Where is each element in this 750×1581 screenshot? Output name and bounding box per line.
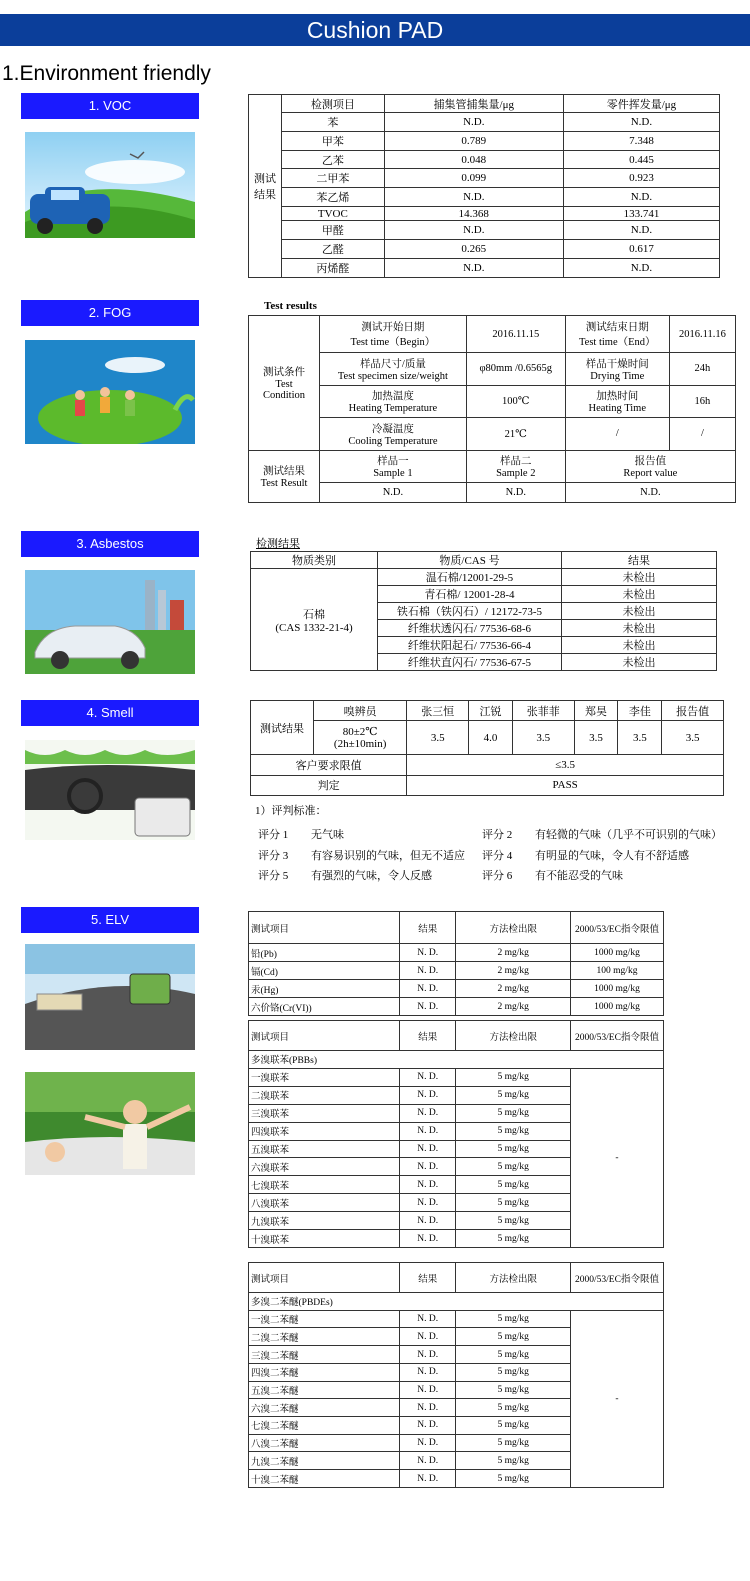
elv-cell: 5 mg/kg [456, 1452, 571, 1470]
section-title: 1.Environment friendly [2, 62, 211, 85]
asbestos-cell: 未检出 [562, 620, 717, 637]
voc-header: 捕集管捕集量/μg [384, 95, 563, 113]
elv-pbb-limit: - [571, 1068, 664, 1247]
fog-cool-cn: 冷凝温度 [371, 423, 414, 435]
elv-cell: 一溴二苯醚 [249, 1310, 400, 1328]
elv-cell: 铅(Pb) [249, 944, 400, 962]
voc-cell: 乙苯 [282, 150, 385, 169]
elv-cell: N. D. [400, 1328, 456, 1346]
elv-cell: 5 mg/kg [456, 1158, 571, 1176]
elv-cell: N. D. [400, 1470, 456, 1488]
smell-judge-label: 判定 [251, 775, 407, 796]
fog-s1-cn: 样品一 [377, 456, 409, 468]
fog-rv-cn: 报告值 [634, 456, 667, 468]
asbestos-cell: 未检出 [562, 586, 717, 603]
elv-cell: N. D. [400, 1212, 456, 1230]
elv-cell: 六价铬(Cr(VI)) [249, 998, 400, 1016]
criteria-score: 评分 3 [258, 850, 289, 862]
elv-header: 2000/53/EC指令限值 [571, 1021, 664, 1051]
smell-criteria-title: 1）评判标准： [255, 805, 327, 817]
elv-cell: 5 mg/kg [456, 1104, 571, 1122]
elv-cell: 2 mg/kg [456, 962, 571, 980]
elv-cell: 5 mg/kg [456, 1363, 571, 1381]
label-smell: 4. Smell [21, 700, 199, 726]
voc-cell: 0.923 [563, 169, 719, 188]
criteria-score: 评分 1 [258, 829, 289, 841]
elv-cell: N. D. [400, 1399, 456, 1417]
fog-s1-en: Sample 1 [373, 468, 413, 480]
elv-cell: 四溴二苯醚 [249, 1363, 400, 1381]
elv-cell: 四溴联苯 [249, 1122, 400, 1140]
fog-begin-en: Test time（Begin） [350, 337, 436, 349]
asbestos-category [251, 569, 378, 671]
elv-cell: 5 mg/kg [456, 1346, 571, 1364]
voc-table [248, 94, 720, 278]
voc-cell: 0.099 [384, 169, 563, 188]
elv-cell: N. D. [400, 1434, 456, 1452]
elv-pbde-group: 多溴二苯醚(PBDEs) [249, 1293, 664, 1311]
elv-cell: N. D. [400, 1230, 456, 1248]
smell-header: 嗅辨员 [314, 701, 407, 721]
voc-cell: N.D. [384, 221, 563, 240]
fog-slash: / [669, 418, 735, 450]
fog-condition-label [249, 316, 320, 451]
asbestos-cell: 未检出 [562, 569, 717, 586]
elv-cell: N. D. [400, 1381, 456, 1399]
fog-slash: / [565, 418, 669, 450]
fog-cond-cn: 测试条件 [263, 367, 305, 379]
smell-header: 江锐 [469, 701, 513, 721]
voc-cell: 苯乙烯 [282, 188, 385, 207]
elv-cell: N. D. [400, 1452, 456, 1470]
fog-end-label [565, 316, 669, 353]
elv-cell: 九溴二苯醚 [249, 1452, 400, 1470]
fog-people-image [25, 340, 195, 444]
fog-sample1-label [320, 450, 467, 482]
fog-cond-en2: Condition [262, 390, 305, 402]
label-fog: 2. FOG [21, 300, 199, 326]
elv-cell: 5 mg/kg [456, 1434, 571, 1452]
elv-cell: 1000 mg/kg [571, 944, 664, 962]
elv-cell: 一溴联苯 [249, 1068, 400, 1086]
smell-score: 3.5 [512, 721, 574, 755]
smell-score: 4.0 [469, 721, 513, 755]
voc-cell: N.D. [563, 113, 719, 132]
voc-cell: 乙醛 [282, 240, 385, 259]
fog-heat-en: Heating Temperature [348, 403, 438, 415]
voc-cell: N.D. [563, 221, 719, 240]
label-asbestos: 3. Asbestos [21, 531, 199, 557]
asbestos-table [250, 551, 717, 671]
voc-cell: N.D. [384, 113, 563, 132]
elv-man-image [25, 1072, 195, 1175]
elv-cell: N. D. [400, 1158, 456, 1176]
smell-judge-value: PASS [407, 775, 724, 796]
fog-begin-label [320, 316, 467, 353]
elv-cell: N. D. [400, 1417, 456, 1435]
smell-interior-image [25, 740, 195, 840]
elv-metals-table [248, 911, 664, 1016]
elv-cell: N. D. [400, 944, 456, 962]
fog-result-cn: 测试结果 [263, 466, 305, 478]
elv-header: 测试项目 [249, 1263, 400, 1293]
elv-cell: 七溴联苯 [249, 1176, 400, 1194]
label-voc: 1. VOC [21, 93, 199, 119]
fog-report-label [565, 450, 735, 482]
elv-cell: 5 mg/kg [456, 1068, 571, 1086]
elv-cell: 1000 mg/kg [571, 998, 664, 1016]
elv-cell: 七溴二苯醚 [249, 1417, 400, 1435]
smell-score: 3.5 [618, 721, 662, 755]
voc-cell: N.D. [563, 188, 719, 207]
fog-s2-en: Sample 2 [496, 468, 536, 480]
elv-header: 结果 [400, 912, 456, 944]
fog-result-value: N.D. [320, 483, 467, 503]
voc-cell: N.D. [384, 188, 563, 207]
asbestos-header: 物质/CAS 号 [378, 552, 562, 569]
fog-htime-en: Heating Time [588, 403, 647, 415]
elv-header: 测试项目 [249, 912, 400, 944]
fog-begin-value: 2016.11.15 [466, 316, 565, 353]
criteria-desc: 有明显的气味，令人有不舒适感 [535, 850, 689, 862]
voc-header: 检测项目 [282, 95, 385, 113]
smell-header: 郑昊 [574, 701, 618, 721]
smell-cond-temp: 80±2℃ [342, 726, 378, 738]
voc-side-label: 测试结果 [249, 95, 282, 278]
smell-limit-value: ≤3.5 [407, 755, 724, 776]
elv-cell: 十溴二苯醚 [249, 1470, 400, 1488]
asbestos-cell: 纤维状透闪石/ 77536-68-6 [378, 620, 562, 637]
elv-header: 方法检出限 [456, 1263, 571, 1293]
elv-cell: 二溴二苯醚 [249, 1328, 400, 1346]
fog-dry-label [565, 353, 669, 385]
criteria-score: 评分 5 [258, 870, 289, 882]
asbestos-car-image [25, 570, 195, 674]
elv-header: 结果 [400, 1263, 456, 1293]
elv-header: 测试项目 [249, 1021, 400, 1051]
asbestos-category-cas: (CAS 1332-21-4) [275, 621, 353, 634]
elv-cell: 5 mg/kg [456, 1194, 571, 1212]
fog-cond-en1: Test [275, 379, 293, 391]
fog-result-value: N.D. [565, 483, 735, 503]
elv-cell: 5 mg/kg [456, 1328, 571, 1346]
fog-table [248, 315, 736, 503]
elv-cell: N. D. [400, 998, 456, 1016]
voc-cell: 133.741 [563, 207, 719, 221]
fog-cool-en: Cooling Temperature [348, 435, 438, 447]
elv-cell: N. D. [400, 1122, 456, 1140]
elv-cell: 5 mg/kg [456, 1212, 571, 1230]
elv-cell: 三溴联苯 [249, 1104, 400, 1122]
elv-pbb-group: 多溴联苯(PBBs) [249, 1051, 664, 1069]
voc-cell: 甲苯 [282, 131, 385, 150]
smell-score: 3.5 [662, 721, 724, 755]
elv-interior-image [25, 944, 195, 1050]
voc-cell: 0.265 [384, 240, 563, 259]
fog-cool-label [320, 418, 467, 450]
elv-pbde-table [248, 1262, 664, 1488]
fog-sample2-label [466, 450, 565, 482]
elv-cell: 五溴联苯 [249, 1140, 400, 1158]
elv-cell: N. D. [400, 1068, 456, 1086]
elv-header: 2000/53/EC指令限值 [571, 1263, 664, 1293]
elv-cell: N. D. [400, 1310, 456, 1328]
fog-size-cn: 样品尺寸/质量 [359, 358, 426, 370]
fog-size-en: Test specimen size/weight [337, 370, 448, 382]
smell-header: 张菲菲 [512, 701, 574, 721]
voc-cell: N.D. [563, 259, 719, 278]
elv-cell: 汞(Hg) [249, 980, 400, 998]
fog-result-value: N.D. [466, 483, 565, 503]
voc-cell: N.D. [384, 259, 563, 278]
voc-cell: 二甲苯 [282, 169, 385, 188]
elv-cell: 5 mg/kg [456, 1230, 571, 1248]
elv-cell: N. D. [400, 1176, 456, 1194]
elv-header: 方法检出限 [456, 912, 571, 944]
voc-cell: TVOC [282, 207, 385, 221]
fog-result-en: Test Result [260, 478, 308, 490]
smell-table [250, 700, 724, 796]
smell-score: 3.5 [574, 721, 618, 755]
elv-cell: 2 mg/kg [456, 944, 571, 962]
criteria-desc: 有容易识别的气味，但无不适应 [311, 850, 465, 862]
elv-cell: N. D. [400, 1363, 456, 1381]
criteria-score: 评分 2 [482, 829, 513, 841]
asbestos-category-name: 石棉 [303, 608, 325, 621]
elv-cell: 2 mg/kg [456, 980, 571, 998]
fog-heat-value: 100℃ [466, 385, 565, 417]
criteria-desc: 无气味 [311, 829, 344, 841]
fog-size-value: φ80mm /0.6565g [466, 353, 565, 385]
voc-cell: 7.348 [563, 131, 719, 150]
smell-header: 报告值 [662, 701, 724, 721]
smell-header: 张三恒 [407, 701, 469, 721]
elv-cell: 五溴二苯醚 [249, 1381, 400, 1399]
voc-cell: 0.445 [563, 150, 719, 169]
asbestos-cell: 未检出 [562, 637, 717, 654]
elv-header: 方法检出限 [456, 1021, 571, 1051]
voc-car-image [25, 132, 195, 238]
elv-cell: 2 mg/kg [456, 998, 571, 1016]
criteria-desc: 有轻微的气味（几乎不可识别的气味） [535, 829, 722, 841]
asbestos-header: 结果 [562, 552, 717, 569]
elv-cell: 5 mg/kg [456, 1470, 571, 1488]
fog-htime-cn: 加热时间 [596, 391, 639, 403]
voc-cell: 丙烯醛 [282, 259, 385, 278]
elv-pbde-limit: - [571, 1310, 664, 1487]
elv-cell: 1000 mg/kg [571, 980, 664, 998]
elv-cell: 镉(Cd) [249, 962, 400, 980]
fog-dry-value: 24h [669, 353, 735, 385]
criteria-score: 评分 6 [482, 870, 513, 882]
elv-cell: 5 mg/kg [456, 1122, 571, 1140]
elv-cell: 5 mg/kg [456, 1381, 571, 1399]
elv-cell: 5 mg/kg [456, 1176, 571, 1194]
elv-cell: 八溴二苯醚 [249, 1434, 400, 1452]
elv-cell: 六溴联苯 [249, 1158, 400, 1176]
smell-result-label: 测试结果 [251, 701, 314, 755]
voc-cell: 甲醛 [282, 221, 385, 240]
fog-result-label [249, 450, 320, 502]
elv-cell: 5 mg/kg [456, 1310, 571, 1328]
voc-cell: 苯 [282, 113, 385, 132]
elv-cell: 5 mg/kg [456, 1140, 571, 1158]
elv-cell: 九溴联苯 [249, 1212, 400, 1230]
criteria-desc: 有不能忍受的气味 [535, 870, 623, 882]
fog-end-value: 2016.11.16 [669, 316, 735, 353]
page-header: Cushion PAD [0, 14, 750, 46]
fog-dry-cn: 样品干燥时间 [585, 358, 649, 370]
elv-pbb-table [248, 1020, 664, 1248]
elv-cell: 八溴联苯 [249, 1194, 400, 1212]
fog-size-label [320, 353, 467, 385]
elv-cell: 5 mg/kg [456, 1417, 571, 1435]
elv-cell: N. D. [400, 1086, 456, 1104]
elv-cell: 5 mg/kg [456, 1086, 571, 1104]
fog-htime-label [565, 385, 669, 417]
asbestos-cell: 铁石棉（铁闪石）/ 12172-73-5 [378, 603, 562, 620]
smell-limit-label: 客户要求限值 [251, 755, 407, 776]
fog-rv-en: Report value [623, 468, 678, 480]
fog-htime-value: 16h [669, 385, 735, 417]
elv-cell: N. D. [400, 1140, 456, 1158]
asbestos-cell: 纤维状直闪石/ 77536-67-5 [378, 654, 562, 671]
asbestos-header: 物质类别 [251, 552, 378, 569]
elv-cell: 六溴二苯醚 [249, 1399, 400, 1417]
fog-heat-cn: 加热温度 [371, 391, 414, 403]
elv-cell: 三溴二苯醚 [249, 1346, 400, 1364]
fog-end-cn: 测试结束日期 [585, 322, 649, 334]
fog-caption: Test results [264, 300, 317, 312]
elv-cell: N. D. [400, 1194, 456, 1212]
elv-cell: 十溴联苯 [249, 1230, 400, 1248]
asbestos-cell: 温石棉/12001-29-5 [378, 569, 562, 586]
fog-dry-en: Drying Time [590, 370, 645, 382]
voc-cell: 14.368 [384, 207, 563, 221]
smell-cond-time: (2h±10min) [333, 738, 387, 750]
voc-cell: 0.048 [384, 150, 563, 169]
elv-header: 结果 [400, 1021, 456, 1051]
asbestos-cell: 未检出 [562, 603, 717, 620]
fog-begin-cn: 测试开始日期 [361, 322, 425, 334]
smell-condition [314, 721, 407, 755]
fog-end-en: Test time（End） [579, 337, 656, 349]
elv-cell: N. D. [400, 962, 456, 980]
smell-score: 3.5 [407, 721, 469, 755]
elv-cell: N. D. [400, 1346, 456, 1364]
smell-header: 李佳 [618, 701, 662, 721]
elv-cell: 5 mg/kg [456, 1399, 571, 1417]
elv-cell: 100 mg/kg [571, 962, 664, 980]
voc-cell: 0.617 [563, 240, 719, 259]
fog-s2-cn: 样品二 [500, 456, 532, 468]
elv-cell: N. D. [400, 1104, 456, 1122]
voc-header: 零件挥发量/μg [563, 95, 719, 113]
elv-cell: 二溴联苯 [249, 1086, 400, 1104]
asbestos-cell: 未检出 [562, 654, 717, 671]
voc-cell: 0.789 [384, 131, 563, 150]
elv-cell: N. D. [400, 980, 456, 998]
criteria-desc: 有强烈的气味，令人反感 [311, 870, 432, 882]
criteria-score: 评分 4 [482, 850, 513, 862]
asbestos-cell: 青石棉/ 12001-28-4 [378, 586, 562, 603]
elv-header: 2000/53/EC指令限值 [571, 912, 664, 944]
asbestos-caption: 检测结果 [256, 538, 300, 550]
fog-heat-label [320, 385, 467, 417]
fog-cool-value: 21℃ [466, 418, 565, 450]
label-elv: 5. ELV [21, 907, 199, 933]
asbestos-cell: 纤维状阳起石/ 77536-66-4 [378, 637, 562, 654]
